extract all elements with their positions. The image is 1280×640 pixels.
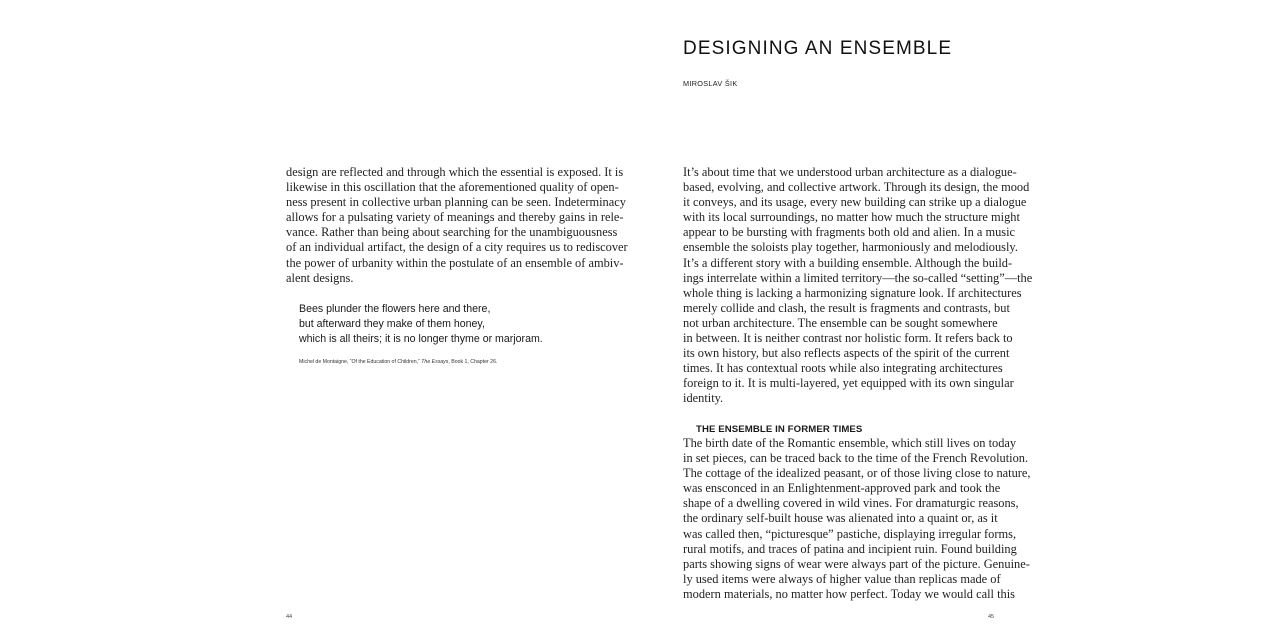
body-line: It’s a different story with a building ensemble. Although the build- — [683, 255, 1013, 270]
body-line: modern materials, no matter how perfect. Today we would call this — [683, 586, 1015, 601]
body-line: alent designs. — [286, 270, 354, 285]
section-heading: THE ENSEMBLE IN FORMER TIMES — [696, 424, 863, 435]
body-line: foreign to it. It is multi-layered, yet equipped with its own singular — [683, 376, 1014, 391]
epigraph-citation — [299, 359, 497, 365]
body-line: merely collide and clash, the result is fragments and contrasts, but — [683, 300, 1010, 315]
body-line: likewise in this oscillation that the aforementioned quality of open- — [286, 180, 619, 195]
body-line: It’s about time that we understood urban architecture as a dialogue- — [683, 165, 1017, 179]
body-line: not urban architecture. The ensemble can be sought somewhere — [683, 315, 998, 330]
section-paragraph — [683, 436, 1031, 602]
intro-paragraph — [683, 165, 1033, 407]
citation-work-title: The Essays — [421, 359, 449, 365]
chapter-title: DESIGNING AN ENSEMBLE — [683, 38, 953, 59]
body-line: shape of a dwelling covered in wild vines. For dramaturgic reasons, — [683, 496, 1019, 511]
body-line: rural motifs, and traces of patina and incipient ruin. Found building — [683, 541, 1017, 556]
body-line: design are reflected and through which the essential is exposed. It is — [286, 165, 624, 179]
body-line: the power of urbanity within the postulate of an ensemble of ambiv- — [286, 255, 624, 270]
epigraph-line: Bees plunder the flowers here and there, — [299, 303, 491, 315]
body-line: The cottage of the idealized peasant, or of those living close to nature, — [683, 466, 1031, 481]
body-line: was ensconced in an Enlightenment-approved park and took the — [683, 481, 1001, 496]
body-line: its own history, but also reflects aspects of the spirit of the current — [683, 346, 1010, 361]
body-line: it conveys, and its usage, every new building can strike up a dialogue — [683, 195, 1027, 210]
body-line: with its local surroundings, no matter how much the structure might — [683, 210, 1020, 225]
page-number-left: 44 — [286, 614, 293, 620]
epigraph-line: but afterward they make of them honey, — [299, 318, 485, 331]
body-line: in between. It is neither contrast nor holistic form. It refers back to — [683, 331, 1013, 346]
body-line: based, evolving, and collective artwork. Through its design, the mood — [683, 180, 1030, 195]
body-line: parts showing signs of wear were always part of the picture. Genuine- — [683, 556, 1030, 571]
body-line: The birth date of the Romantic ensemble, which still lives on today — [683, 436, 1017, 450]
body-line: ness present in collective urban planning can be seen. Indeterminacy — [286, 195, 626, 210]
body-line: ings interrelate within a limited territory—the so-called “setting”—the — [683, 270, 1033, 285]
body-line: allows for a pulsating variety of meanings and thereby gains in rele- — [286, 210, 624, 225]
body-line: of an individual artifact, the design of a city requires us to rediscover — [286, 240, 628, 255]
body-line: was called then, “picturesque” pastiche, displaying irregular forms, — [683, 526, 1017, 541]
author-name: MIROSLAV ŠIK — [683, 79, 738, 88]
body-line: appear to be bursting with fragments both old and alien. In a music — [683, 225, 1016, 240]
epigraph-quote — [299, 302, 559, 348]
citation-prefix: Michel de Montaigne, “Of the Education of Children,” — [299, 359, 422, 365]
body-line: vance. Rather than being about searching for the unambiguousness — [286, 225, 618, 240]
body-line: ensemble the soloists play together, harmoniously and melodiously. — [683, 240, 1018, 255]
body-line: whole thing is lacking a harmonizing signature look. If architectures — [683, 285, 1022, 300]
body-line: in set pieces, can be traced back to the time of the French Revolution. — [683, 451, 1029, 466]
body-line: times. It has contextual roots while also integrating architectures — [683, 361, 1003, 376]
epigraph-line: which is all theirs; it is no longer thyme or marjoram. — [299, 333, 543, 346]
citation-suffix: , Book 1, Chapter 26. — [448, 359, 498, 365]
left-body-paragraph — [286, 165, 628, 286]
body-line: the ordinary self-built house was alienated into a quaint or, as it — [683, 511, 998, 526]
body-line: ly used items were always of higher value than replicas made of — [683, 571, 1001, 586]
page-number-right: 45 — [988, 614, 995, 620]
body-line: identity. — [683, 391, 724, 406]
